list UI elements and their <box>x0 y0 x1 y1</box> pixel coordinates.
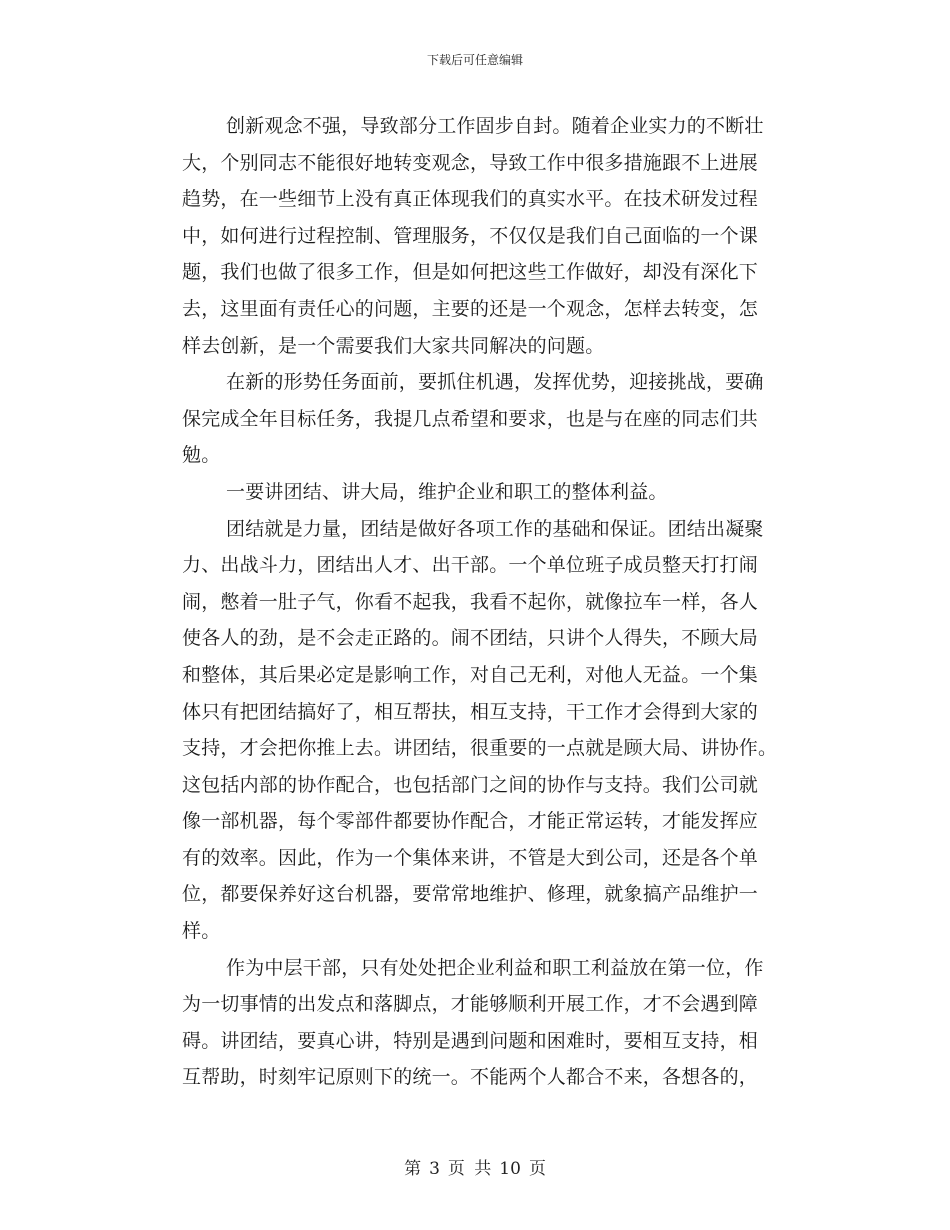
text-line: 和整体，其后果必定是影响工作，对自己无利，对他人无益。一个集 <box>182 663 759 686</box>
text-line: 力、出战斗力，团结出人才、出干部。一个单位班子成员整天打打闹 <box>182 554 759 577</box>
footer-middle: 页 共 <box>447 1159 492 1179</box>
footer-suffix: 页 <box>528 1159 546 1179</box>
text-line: 勉。 <box>182 444 221 467</box>
text-line: 像一部机器，每个零部件都要协作配合，才能正常运转，才能发挥应 <box>182 810 759 833</box>
text-line: 有的效率。因此，作为一个集体来讲，不管是大到公司，还是各个单 <box>182 846 759 869</box>
text-line: 题，我们也做了很多工作，但是如何把这些工作做好，却没有深化下 <box>182 261 759 284</box>
text-line: 为一切事情的出发点和落脚点，才能够顺利开展工作，才不会遇到障 <box>182 993 759 1016</box>
text-line: 团结就是力量，团结是做好各项工作的基础和保证。团结出凝聚 <box>226 517 764 540</box>
text-line: 碍。讲团结，要真心讲，特别是遇到问题和困难时，要相互支持，相 <box>182 1029 759 1052</box>
text-line: 这包括内部的协作配合，也包括部门之间的协作与支持。我们公司就 <box>182 773 759 796</box>
paragraph-4 <box>144 511 804 950</box>
text-line: 闹，憋着一肚子气，你看不起我，我看不起你，就像拉车一样，各人 <box>182 590 759 613</box>
text-line: 使各人的劲，是不会走正路的。闹不团结，只讲个人得失，不顾大局 <box>182 627 759 650</box>
text-line: 趋势，在一些细节上没有真正体现我们的真实水平。在技术研发过程 <box>182 188 759 211</box>
total-pages-number: 10 <box>499 1159 521 1179</box>
paragraph-1 <box>144 108 804 364</box>
text-line: 样去创新，是一个需要我们大家共同解决的问题。 <box>182 334 605 357</box>
text-line: 在新的形势任务面前，要抓住机遇，发挥优势，迎接挑战，要确 <box>226 371 764 394</box>
text-line: 创新观念不强，导致部分工作固步自封。随着企业实力的不断壮 <box>226 115 764 137</box>
text-line: 中，如何进行过程控制、管理服务，不仅仅是我们自己面临的一个课 <box>182 224 759 247</box>
paragraph-3-heading <box>144 474 804 511</box>
page-footer <box>0 1158 950 1180</box>
text-line: 大，个别同志不能很好地转变观念，导致工作中很多措施跟不上进展 <box>182 151 759 174</box>
text-line: 支持，才会把你推上去。讲团结，很重要的一点就是顾大局、讲协作。 <box>182 737 778 760</box>
paragraph-5 <box>144 950 804 1096</box>
document-body <box>144 108 804 1096</box>
text-line: 互帮助，时刻牢记原则下的统一。不能两个人都合不来，各想各的， <box>182 1066 759 1089</box>
text-line: 去，这里面有责任心的问题，主要的还是一个观念，怎样去转变，怎 <box>182 297 759 320</box>
text-line: 体只有把团结搞好了，相互帮扶，相互支持，干工作才会得到大家的 <box>182 700 759 723</box>
text-line: 位，都要保养好这台机器，要常常地维护、修理，就象搞产品维护一 <box>182 883 759 906</box>
text-line: 作为中层干部，只有处处把企业利益和职工利益放在第一位，作 <box>226 956 764 979</box>
text-line: 样。 <box>182 920 221 943</box>
text-line: 一要讲团结、讲大局，维护企业和职工的整体利益。 <box>226 480 668 503</box>
paragraph-2 <box>144 364 804 474</box>
page-header: 下载后可任意编辑 <box>426 53 523 67</box>
current-page-number: 3 <box>429 1159 440 1179</box>
text-line: 保完成全年目标任务，我提几点希望和要求，也是与在座的同志们共 <box>182 407 759 430</box>
footer-prefix: 第 <box>404 1159 422 1179</box>
